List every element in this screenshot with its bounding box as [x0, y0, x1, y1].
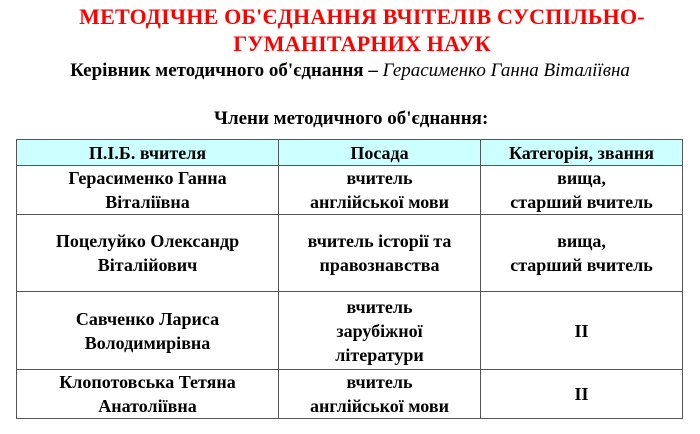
table-header-row: [17, 140, 683, 166]
teacher-name-line: Савченко Лариса: [75, 308, 220, 329]
category-line: вища,: [557, 168, 606, 188]
teacher-name-line: Віталійович: [97, 255, 198, 275]
category-line: ІІ: [574, 384, 589, 404]
head-label: Керівник методичного об'єднання –: [70, 60, 383, 81]
position-line: вчитель: [346, 168, 413, 188]
head-name: Герасименко Ганна Віталіївна: [382, 60, 630, 81]
teacher-category: [481, 370, 683, 419]
table-row: [17, 292, 683, 370]
teacher-name-line: Володимирівна: [84, 332, 211, 353]
column-header-name: П.І.Б. вчителя: [17, 140, 279, 166]
members-title: Члени методичного об'єднання:: [214, 108, 489, 129]
category-line: старший вчитель: [510, 192, 653, 212]
teacher-name-line: Герасименко Ганна: [68, 168, 227, 188]
position-line: вчитель: [346, 372, 413, 392]
category-line: вища,: [557, 231, 606, 251]
position-line: англійської мови: [310, 396, 449, 416]
category-line: ІІ: [574, 320, 589, 341]
table-row: [17, 370, 683, 419]
teacher-name: [17, 292, 279, 370]
position-line: правознавства: [319, 255, 440, 275]
column-header-category: Категорія, звання: [481, 140, 683, 166]
page-title-line-2: ГУМАНІТАРНИХ НАУК: [233, 31, 491, 56]
category-line: старший вчитель: [510, 255, 653, 275]
teacher-category: [481, 292, 683, 370]
position-line: англійської мови: [310, 192, 449, 212]
position-line: літератури: [335, 344, 424, 365]
teacher-name: [17, 166, 279, 215]
page-title-line-1: МЕТОДІЧНЕ ОБ'ЄДНАННЯ ВЧІТЕЛІВ СУСПІЛЬНО-: [79, 4, 645, 29]
table-row: [17, 215, 683, 292]
position-line: вчитель історії та: [307, 231, 452, 251]
teacher-position: [279, 166, 481, 215]
teacher-position: [279, 370, 481, 419]
teacher-name: [17, 215, 279, 292]
members-table: [16, 139, 683, 419]
teacher-position: [279, 215, 481, 292]
teacher-name-line: Віталіївна: [105, 192, 190, 212]
column-header-position: Посада: [279, 140, 481, 166]
teacher-position: [279, 292, 481, 370]
teacher-category: [481, 215, 683, 292]
teacher-name: [17, 370, 279, 419]
position-line: вчитель: [346, 296, 413, 317]
teacher-category: [481, 166, 683, 215]
position-line: зарубіжної: [336, 320, 423, 341]
head-of-association: [0, 59, 700, 83]
teacher-name-line: Анатоліївна: [98, 396, 197, 416]
table-row: [17, 166, 683, 215]
teacher-name-line: Клопотовська Тетяна: [59, 372, 236, 392]
teacher-name-line: Поцелуйко Олександр: [55, 231, 240, 251]
